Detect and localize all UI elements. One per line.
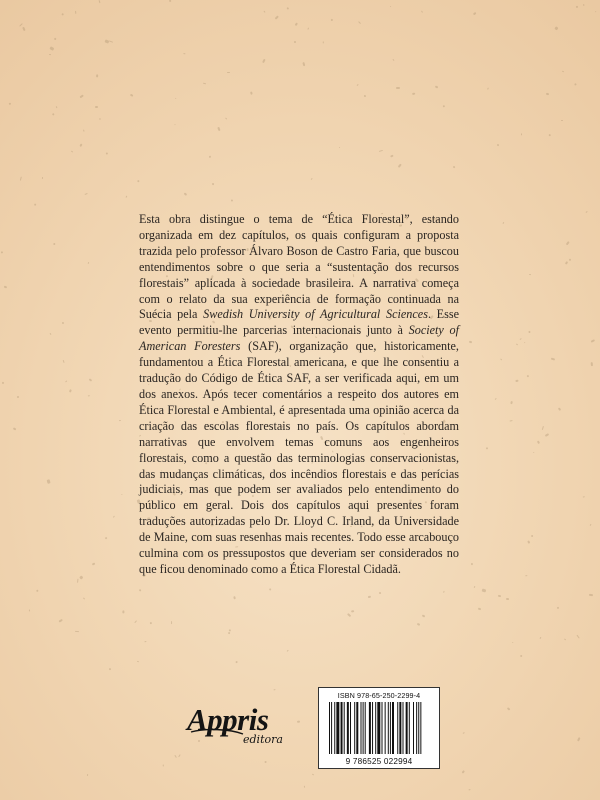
- society-name: Society of American Foresters: [139, 323, 459, 354]
- isbn-barcode: [318, 687, 440, 769]
- synopsis-text: Esta obra distingue o tema de “Ética Florestal”, estando organizada em dez capítulos, os quais configuram a proposta trazida pelo professor Álvaro Boson de Castro Faria, que buscou entendimentos sobre o que seria a “sustentação dos recursos florestais” aplicada à sociedade brasileira. A narrativa começa com o relato da sua experiência de formação continuada na Suécia pela Swedish University of Agricultural Sciences. Esse evento permitiu-lhe parcerias internacionais junto à Society of American Foresters (SAF), organização que, historicamente, fundamentou a Ética Florestal americana, e que lhe consentiu a tradução do Código de Ética SAF, a ser verificada aqui, em um dos anexos. Após tecer comentários a respeito dos autores em Ética Florestal e Ambiental, é apresentada uma opinião acerca da criação das escolas florestais no país. Os capítulos abordam narrativas que envolvem temas comuns aos engenheiros florestais, como a questão das terminologias conservacionistas, das mudanças climáticas, dos incêndios florestais e das perícias judiciais, mas que podem ser avaliados pelo entendimento do público em geral. Dois dos capítulos aqui presentes foram traduções autorizadas pelo Dr. Lloyd C. Irland, da Universidade de Maine, com suas resenhas mais recentes. Todo esse arcabouço culmina com os pressupostos que deveriam ser considerados no que ficou denominado como a Ética Florestal Cidadã.: [139, 212, 459, 576]
- appris-logo: [185, 698, 295, 750]
- isbn-label: ISBN 978-65-250-2299-4: [337, 691, 421, 700]
- publisher-subtitle: editora: [243, 733, 283, 746]
- publisher-name: Appris: [187, 702, 269, 737]
- barcode-digits: 9 786525 022994: [345, 757, 413, 766]
- institution-name: Swedish University of Agricultural Sciences: [203, 307, 428, 322]
- barcode-bars: [329, 702, 431, 754]
